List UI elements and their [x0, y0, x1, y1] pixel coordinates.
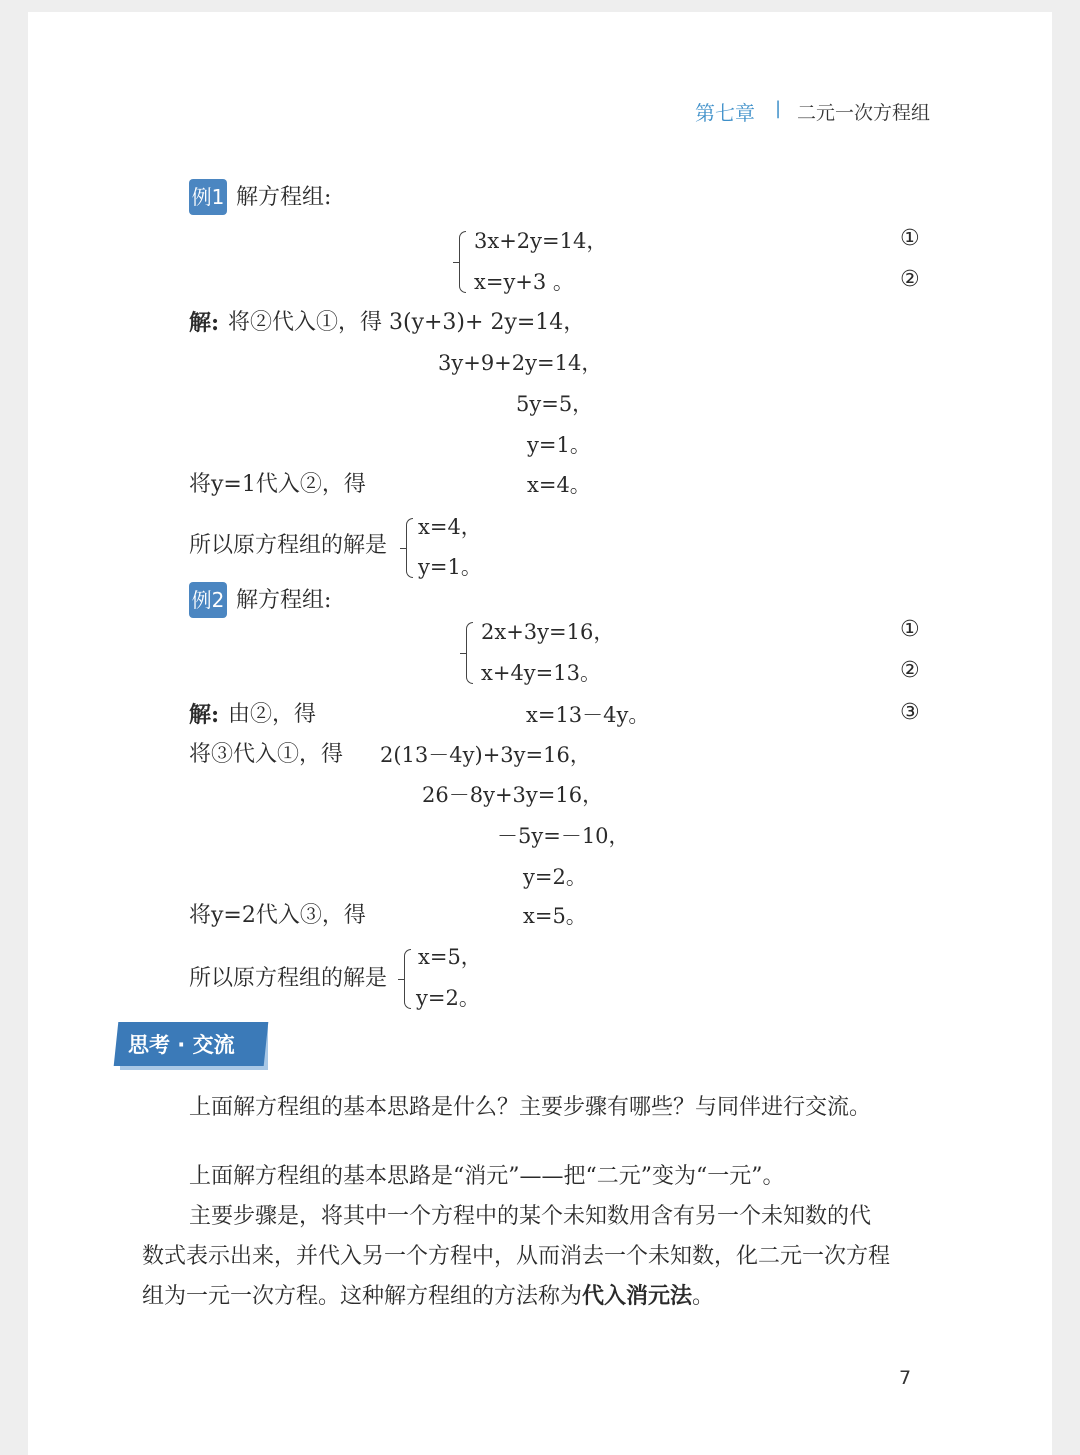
- example1-conclusion: 所以原方程组的解是: [189, 533, 388, 558]
- example1-answer-x: x=4，: [418, 515, 482, 539]
- example1-answer-y: y=1。: [418, 555, 482, 579]
- example2-from-text: 由②，得: [228, 702, 317, 727]
- example1-eq2: x=y+3 。: [474, 270, 574, 294]
- example2-backsub-result: x=5。: [523, 904, 587, 928]
- example2-conclusion: 所以原方程组的解是: [189, 966, 388, 991]
- summary-line1: 上面解方程组的基本思路是“消元”——把“二元”变为“一元”。: [189, 1164, 785, 1189]
- chapter-label: 第七章: [695, 101, 755, 125]
- example1-system-brace: [459, 231, 466, 293]
- example2-tag: 例2: [189, 582, 227, 618]
- summary-para-line2: 数式表示出来，并代入另一个方程中，从而消去一个未知数，化二元一次方程: [142, 1244, 891, 1269]
- example2-answer-y: y=2。: [416, 986, 480, 1010]
- example1-step1: 将②代入①，得 3(y+3)+ 2y=14，: [228, 310, 586, 335]
- example2-step2: 26－8y+3y=16，: [422, 783, 604, 807]
- header-separator: |: [775, 98, 782, 119]
- example2-from-result: x=13－4y。: [526, 703, 650, 727]
- example2-answer-x: x=5，: [418, 945, 482, 969]
- solution-label: 解:: [189, 702, 220, 728]
- example2-step4: y=2。: [523, 865, 587, 889]
- solution-label: 解:: [189, 310, 220, 336]
- example1-backsub-result: x=4。: [527, 473, 591, 497]
- page-number: 7: [899, 1367, 912, 1389]
- example1-step3: 5y=5，: [516, 392, 594, 416]
- summary-para-line3-text: 组为一元一次方程。这种解方程组的方法称为: [142, 1284, 583, 1309]
- example1-title: 解方程组:: [236, 185, 332, 210]
- example2-step1: 2(13－4y)+3y=16，: [380, 743, 591, 767]
- marker-2: ②: [900, 267, 920, 292]
- example1-backsub-text: 将y=1代入②，得: [189, 472, 366, 497]
- example2-eq1: 2x+3y=16，: [481, 620, 615, 644]
- marker-2: ②: [900, 658, 920, 683]
- example2-step3: －5y=－10，: [497, 824, 630, 848]
- example1-eq1: 3x+2y=14，: [474, 229, 608, 253]
- example1-answer-brace: [406, 518, 413, 578]
- key-term: 代入消元法: [582, 1284, 693, 1309]
- example1-step4: y=1。: [527, 433, 591, 457]
- marker-3: ③: [900, 700, 920, 725]
- summary-para-line3: [142, 1277, 714, 1317]
- example2-eq2: x+4y=13。: [481, 661, 601, 685]
- example2-system-brace: [466, 622, 473, 684]
- summary-para-line1: 主要步骤是，将其中一个方程中的某个未知数用含有另一个未知数的代: [189, 1204, 872, 1229]
- chapter-title: 二元一次方程组: [797, 102, 931, 124]
- example1-step2: 3y+9+2y=14，: [438, 351, 603, 375]
- example2-title: 解方程组:: [236, 588, 332, 613]
- think-question: 上面解方程组的基本思路是什么？主要步骤有哪些？与同伴进行交流。: [189, 1095, 872, 1120]
- marker-1: ①: [900, 226, 920, 251]
- example2-answer-brace: [404, 949, 411, 1009]
- think-label: 思考 · 交流: [128, 1033, 235, 1057]
- marker-1: ①: [900, 617, 920, 642]
- example2-sub-text: 将③代入①，得: [189, 742, 344, 767]
- example1-tag: 例1: [189, 179, 227, 215]
- example2-backsub-text: 将y=2代入③，得: [189, 903, 366, 928]
- summary-end-punct: 。: [692, 1284, 715, 1309]
